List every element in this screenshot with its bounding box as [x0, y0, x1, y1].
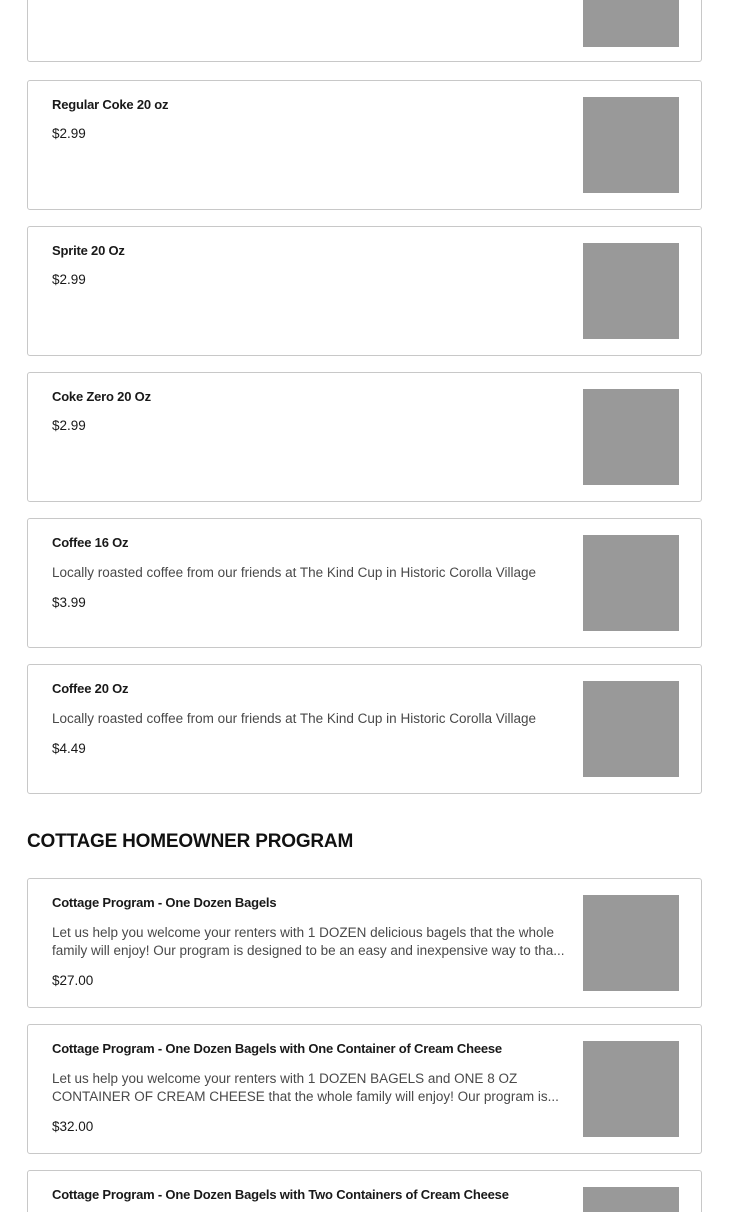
- menu-item-name: Cottage Program - One Dozen Bagels with Two Containers of Cream Cheese: [52, 1187, 509, 1202]
- menu-item-name: Regular Coke 20 oz: [52, 97, 169, 112]
- menu-item-card[interactable]: [27, 226, 702, 356]
- menu-item-image: [583, 535, 679, 631]
- menu-item-image: [583, 895, 679, 991]
- menu-item-price: $4.49: [52, 741, 86, 756]
- menu-item-description: Locally roasted coffee from our friends at The Kind Cup in Historic Corolla Village: [52, 711, 536, 726]
- menu-item-name: Coke Zero 20 Oz: [52, 389, 151, 404]
- menu-item-card[interactable]: [27, 664, 702, 794]
- menu-item-card[interactable]: [27, 518, 702, 648]
- menu-item-price: $32.00: [52, 1119, 94, 1134]
- menu-item-name: Sprite 20 Oz: [52, 243, 125, 258]
- menu-item-card-partial[interactable]: [27, 0, 702, 62]
- menu-item-price: $3.99: [52, 595, 86, 610]
- menu-item-price: $2.99: [52, 418, 86, 433]
- menu-item-description: Let us help you welcome your renters with 1 DOZEN delicious bagels that the whole family will enjoy! Our program is designed to be an easy and inexpensive way to tha...: [52, 925, 565, 958]
- menu-item-image: [583, 389, 679, 485]
- menu-item-card[interactable]: [27, 80, 702, 210]
- menu-item-name: Coffee 16 Oz: [52, 535, 129, 550]
- menu-item-image: [583, 97, 679, 193]
- section-title: COTTAGE HOMEOWNER PROGRAM: [27, 831, 354, 852]
- menu-item-card[interactable]: [27, 878, 702, 1008]
- menu-item-image: [583, 243, 679, 339]
- menu-item-name: Coffee 20 Oz: [52, 681, 129, 696]
- menu-item-image: [583, 0, 679, 47]
- menu-item-card[interactable]: [27, 1170, 702, 1212]
- menu-item-image: [583, 1041, 679, 1137]
- menu-item-price: $27.00: [52, 973, 94, 988]
- menu-item-description: Let us help you welcome your renters with 1 DOZEN BAGELS and ONE 8 OZ CONTAINER OF CREAM CHEESE that the whole family will enjoy! Our program is...: [52, 1071, 559, 1104]
- menu-item-name: Cottage Program - One Dozen Bagels: [52, 895, 277, 910]
- menu-item-card[interactable]: [27, 1024, 702, 1154]
- menu-item-card[interactable]: [27, 372, 702, 502]
- menu-item-price: $2.99: [52, 126, 86, 141]
- menu-item-price: $2.99: [52, 272, 86, 287]
- menu-item-description: Locally roasted coffee from our friends at The Kind Cup in Historic Corolla Village: [52, 565, 536, 580]
- menu-item-image: [583, 681, 679, 777]
- menu-item-image: [583, 1187, 679, 1212]
- menu-item-name: Cottage Program - One Dozen Bagels with One Container of Cream Cheese: [52, 1041, 502, 1056]
